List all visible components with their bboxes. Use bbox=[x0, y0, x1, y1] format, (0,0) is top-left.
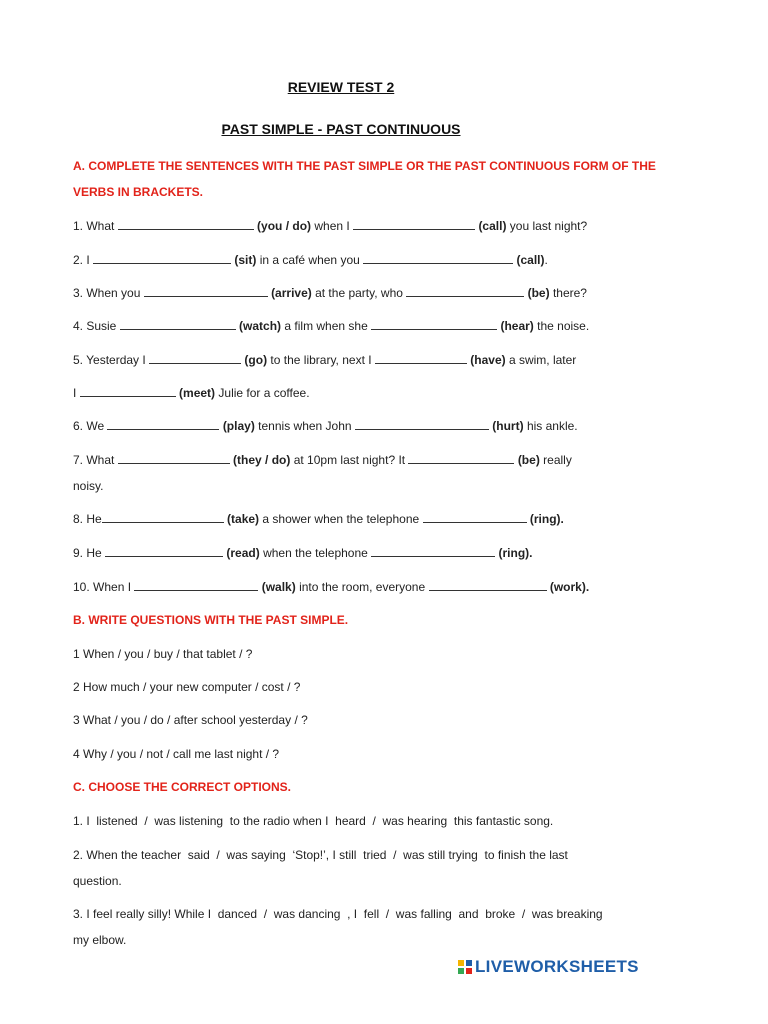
verb-prompt: (arrive) bbox=[271, 286, 312, 300]
answer-blank[interactable] bbox=[118, 452, 230, 464]
sentence-text: 10. When I bbox=[73, 580, 132, 594]
answer-blank[interactable] bbox=[118, 218, 254, 230]
sentence-text: there? bbox=[552, 286, 587, 300]
exercise-c-item-3-continued: my elbow. bbox=[73, 933, 127, 947]
liveworksheets-logo-icon bbox=[458, 960, 472, 974]
answer-blank[interactable] bbox=[423, 511, 527, 523]
answer-blank[interactable] bbox=[371, 318, 497, 330]
verb-prompt: (have) bbox=[470, 353, 506, 367]
sentence-text: a swim, later bbox=[508, 353, 577, 367]
exercise-a-item-10 bbox=[73, 579, 589, 595]
verb-prompt: (walk) bbox=[261, 580, 296, 594]
sentence-text: really bbox=[543, 453, 572, 467]
sentence-text: when the telephone bbox=[263, 546, 368, 560]
exercise-c-item-2-continued: question. bbox=[73, 874, 122, 888]
sentence-text: you last night? bbox=[509, 219, 588, 233]
sentence-text: 8. He bbox=[73, 512, 102, 526]
sentence-text: . bbox=[529, 546, 533, 560]
verb-prompt: (call) bbox=[478, 219, 507, 233]
verb-prompt: (hear) bbox=[500, 319, 534, 333]
exercise-a-item-8 bbox=[73, 511, 564, 527]
sentence-text: a shower when the telephone bbox=[262, 512, 420, 526]
verb-prompt: (call) bbox=[516, 253, 545, 267]
sentence-text: 1. What bbox=[73, 219, 115, 233]
sentence-text: . bbox=[560, 512, 564, 526]
exercise-a-item-7 bbox=[73, 452, 572, 468]
verb-prompt: (hurt) bbox=[492, 419, 524, 433]
sentence-text: his ankle. bbox=[526, 419, 578, 433]
exercise-a-item-9 bbox=[73, 545, 533, 561]
verb-prompt: (ring) bbox=[529, 512, 561, 526]
sentence-text: 3. When you bbox=[73, 286, 141, 300]
exercise-b-item-3[interactable]: 3 What / you / do / after school yesterday / ? bbox=[73, 713, 308, 727]
sentence-text: at the party, who bbox=[315, 286, 403, 300]
section-c-heading: C. CHOOSE THE CORRECT OPTIONS. bbox=[73, 780, 292, 794]
verb-prompt: (watch) bbox=[239, 319, 282, 333]
answer-blank[interactable] bbox=[353, 218, 475, 230]
exercise-a-item-4 bbox=[73, 318, 589, 334]
page-title: REVIEW TEST 2 bbox=[287, 79, 395, 95]
exercise-a-item-3 bbox=[73, 285, 587, 301]
exercise-b-item-4[interactable]: 4 Why / you / not / call me last night / ? bbox=[73, 747, 280, 761]
sentence-text: Julie for a coffee. bbox=[218, 386, 310, 400]
sentence-text: into the room, everyone bbox=[299, 580, 426, 594]
logo-text: LIVEWORKSHEETS bbox=[475, 957, 639, 976]
answer-blank[interactable] bbox=[149, 352, 241, 364]
exercise-a-item-5 bbox=[73, 352, 576, 368]
sentence-text: 2. I bbox=[73, 253, 90, 267]
exercise-c-item-3[interactable]: 3. I feel really silly! While I danced / was dancing , I fell / was falling and broke / was breaking bbox=[73, 907, 603, 921]
section-a-heading: A. COMPLETE THE SENTENCES WITH THE PAST SIMPLE OR THE PAST CONTINUOUS FORM OF THE bbox=[73, 159, 656, 173]
sentence-text: when I bbox=[314, 219, 350, 233]
exercise-c-item-1[interactable]: 1. I listened / was listening to the radio when I heard / was hearing this fantastic song. bbox=[73, 814, 554, 828]
sentence-text: 9. He bbox=[73, 546, 102, 560]
sentence-text: to the library, next I bbox=[270, 353, 372, 367]
exercise-a-item-6 bbox=[73, 418, 578, 434]
exercise-a-item-1 bbox=[73, 218, 587, 234]
answer-blank[interactable] bbox=[375, 352, 467, 364]
sentence-text: tennis when John bbox=[258, 419, 352, 433]
sentence-text: 6. We bbox=[73, 419, 105, 433]
liveworksheets-logo bbox=[458, 957, 639, 977]
answer-blank[interactable] bbox=[371, 545, 495, 557]
page-subtitle: PAST SIMPLE - PAST CONTINUOUS bbox=[221, 121, 461, 137]
verb-prompt: (read) bbox=[226, 546, 260, 560]
answer-blank[interactable] bbox=[363, 252, 513, 264]
verb-prompt: (play) bbox=[222, 419, 255, 433]
verb-prompt: (meet) bbox=[179, 386, 216, 400]
answer-blank[interactable] bbox=[408, 452, 514, 464]
sentence-text: the noise. bbox=[537, 319, 590, 333]
verb-prompt: (ring) bbox=[498, 546, 530, 560]
sentence-text: . bbox=[585, 580, 590, 594]
sentence-text: I bbox=[73, 386, 77, 400]
verb-prompt: (be) bbox=[527, 286, 550, 300]
verb-prompt: (be) bbox=[517, 453, 540, 467]
verb-prompt: (sit) bbox=[234, 253, 257, 267]
answer-blank[interactable] bbox=[134, 579, 258, 591]
answer-blank[interactable] bbox=[429, 579, 547, 591]
sentence-text: 7. What bbox=[73, 453, 115, 467]
section-b-heading: B. WRITE QUESTIONS WITH THE PAST SIMPLE. bbox=[73, 613, 349, 627]
sentence-text: noisy. bbox=[73, 479, 104, 493]
answer-blank[interactable] bbox=[406, 285, 524, 297]
answer-blank[interactable] bbox=[105, 545, 223, 557]
verb-prompt: (go) bbox=[244, 353, 268, 367]
exercise-b-item-2[interactable]: 2 How much / your new computer / cost / ? bbox=[73, 680, 301, 694]
sentence-text: . bbox=[544, 253, 548, 267]
sentence-text: a film when she bbox=[284, 319, 368, 333]
answer-blank[interactable] bbox=[107, 418, 219, 430]
sentence-text: at 10pm last night? It bbox=[293, 453, 406, 467]
verb-prompt: (you / do) bbox=[257, 219, 312, 233]
answer-blank[interactable] bbox=[355, 418, 489, 430]
sentence-text: in a café when you bbox=[259, 253, 360, 267]
exercise-c-item-2[interactable]: 2. When the teacher said / was saying ‘Stop!’, I still tried / was still trying to finish the last bbox=[73, 848, 568, 862]
answer-blank[interactable] bbox=[120, 318, 236, 330]
section-a-heading-2: VERBS IN BRACKETS. bbox=[73, 185, 204, 199]
verb-prompt: (they / do) bbox=[233, 453, 291, 467]
exercise-a-item-5-continued bbox=[73, 385, 310, 401]
sentence-text: 4. Susie bbox=[73, 319, 117, 333]
exercise-a-item-2 bbox=[73, 252, 548, 268]
answer-blank[interactable] bbox=[102, 511, 224, 523]
answer-blank[interactable] bbox=[144, 285, 268, 297]
answer-blank[interactable] bbox=[93, 252, 231, 264]
sentence-text: 5. Yesterday I bbox=[73, 353, 146, 367]
verb-prompt: (take) bbox=[227, 512, 260, 526]
exercise-a-item-7-continued bbox=[73, 478, 103, 494]
verb-prompt: (work) bbox=[549, 580, 586, 594]
answer-blank[interactable] bbox=[80, 385, 176, 397]
exercise-b-item-1[interactable]: 1 When / you / buy / that tablet / ? bbox=[73, 647, 253, 661]
